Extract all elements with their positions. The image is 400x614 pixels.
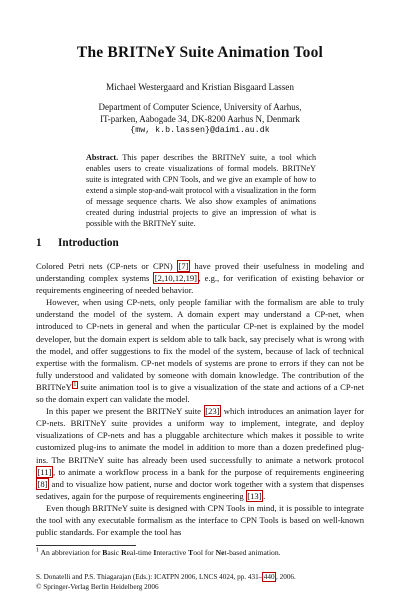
citation-link[interactable]: [7] [178, 261, 189, 271]
publication-line-1 [36, 573, 366, 583]
body-text [36, 260, 364, 538]
text-run: T [188, 548, 194, 557]
footnote [36, 548, 366, 558]
text-run: B [102, 548, 108, 557]
publication-info [36, 573, 366, 592]
affiliation-line-2: IT-parken, Aabogade 34, DK-8200 Aarhus N, Denmark [100, 113, 300, 124]
text-run: In this paper we present the BRITNeY suite [46, 406, 204, 417]
text-run: S. Donatelli and P.S. Thiagarajan (Eds.): ICATPN 2006, LNCS 4024, pp. 431– [36, 573, 263, 581]
citation-link[interactable]: [8] [37, 478, 48, 489]
text-run: nteractive [156, 548, 189, 557]
text-run: , 2006. [276, 573, 296, 581]
citation-link[interactable]: [2,10,12,19] [154, 273, 198, 284]
paragraph-2 [36, 296, 364, 405]
text-run: However, when using CP-nets, only people familiar with the formalism are able to truly understand the model of the system. A domain expert may understand a CP-net, when introduced to CP-nets in general and when the particular CP-net is explained by the model developer, but the domain expert is seldom able to talk back, say precisely what is wrong with the model, and offer suggestions to fix the model of the system, because of lack of technical expertise with the formalism. CP-net models of systems are prone to errors if they can not be fully understood and validated by someone with domain knowledge. The contribution of the BRITNeY [36, 297, 364, 392]
footnote-divider [36, 545, 136, 546]
text-run: asic [107, 548, 122, 557]
citation-link[interactable]: [11] [37, 466, 52, 477]
text-run: t-based animation. [224, 548, 281, 557]
abstract [86, 152, 316, 229]
paper-title: The BRITNeY Suite Animation Tool [76, 44, 324, 61]
affiliation-block [0, 102, 400, 137]
text-run: . [263, 490, 266, 501]
footnote-mark: 1 [36, 547, 39, 554]
text-run: R [121, 548, 127, 557]
text-run: Colored Petri nets (CP-nets or CPN) [36, 261, 177, 271]
text-run: , to animate a workflow process in a bank for the purpose of requirements engineering [53, 466, 364, 477]
page-range-link[interactable]: 440 [263, 573, 275, 581]
copyright-line: © Springer-Verlag Berlin Heidelberg 2006 [36, 582, 159, 591]
citation-link[interactable]: [23] [205, 406, 220, 417]
footnote-link[interactable]: 1 [73, 382, 77, 389]
text-run: An abbreviation for [40, 548, 103, 557]
paragraph-1 [36, 260, 364, 296]
text-run: Ne [215, 548, 225, 557]
affiliation-line-1: Department of Computer Science, University of Aarhus, [98, 102, 302, 112]
abstract-text: This paper describes the BRITNeY suite, a tool which enables users to create visualizations of formal models. BRITNeY suite is integrated with CPN Tools, and we give an example of how to extend a simple stop-and-wait protocol with a visualization in the form of message sequence charts. We also show examples of animations created during industrial projects to give an impression of what is possible with the BRITNeY suite. [86, 153, 316, 228]
citation-link[interactable]: [13] [247, 490, 262, 501]
section-title: Introduction [58, 237, 119, 249]
text-run: have proved their usefulness in modeling and understanding complex systems [36, 261, 365, 284]
paragraph-4: Even though BRITNeY suite is designed with CPN Tools in mind, it is possible to integrate the tool with any executable formalism as the interface to CPN Tools is based on well-known public standards. For example the tool has [36, 502, 364, 538]
abstract-label: Abstract. [86, 153, 119, 162]
text-run: I [153, 548, 157, 557]
text-run: suite animation tool is to give a visualization of the state and actions of a CP-net so the domain expert can validate the model. [36, 381, 364, 405]
author-list: Michael Westergaard and Kristian Bisgaard Lassen [106, 82, 294, 92]
text-run: and to visualize how patient, nurse and doctor work together with a system that dispenses sedatives, again for the purpose of requirements engineering [36, 478, 364, 501]
text-run: ool for [193, 548, 216, 557]
section-heading [36, 237, 119, 249]
author-email[interactable]: {mw, k.b.lassen}@daimi.au.dk [130, 126, 270, 136]
paragraph-3 [36, 405, 364, 502]
text-run: eal-time [126, 548, 154, 557]
section-number: 1 [36, 237, 42, 249]
text-run: , e.g., for verification of existing behavior or requirements engineering of needed behavior. [36, 273, 364, 296]
text-run: which introduces an animation layer for CP-nets. BRITNeY suite provides a uniform way to implement, integrate, and deploy visualizations of CP-nets and has a pluggable architecture which makes it possible to write customized plug-ins to animate the model in addition to more than a dozen predefined plug-ins. The BRITNeY suite has already been used successfully to animate a network protocol [36, 406, 364, 465]
